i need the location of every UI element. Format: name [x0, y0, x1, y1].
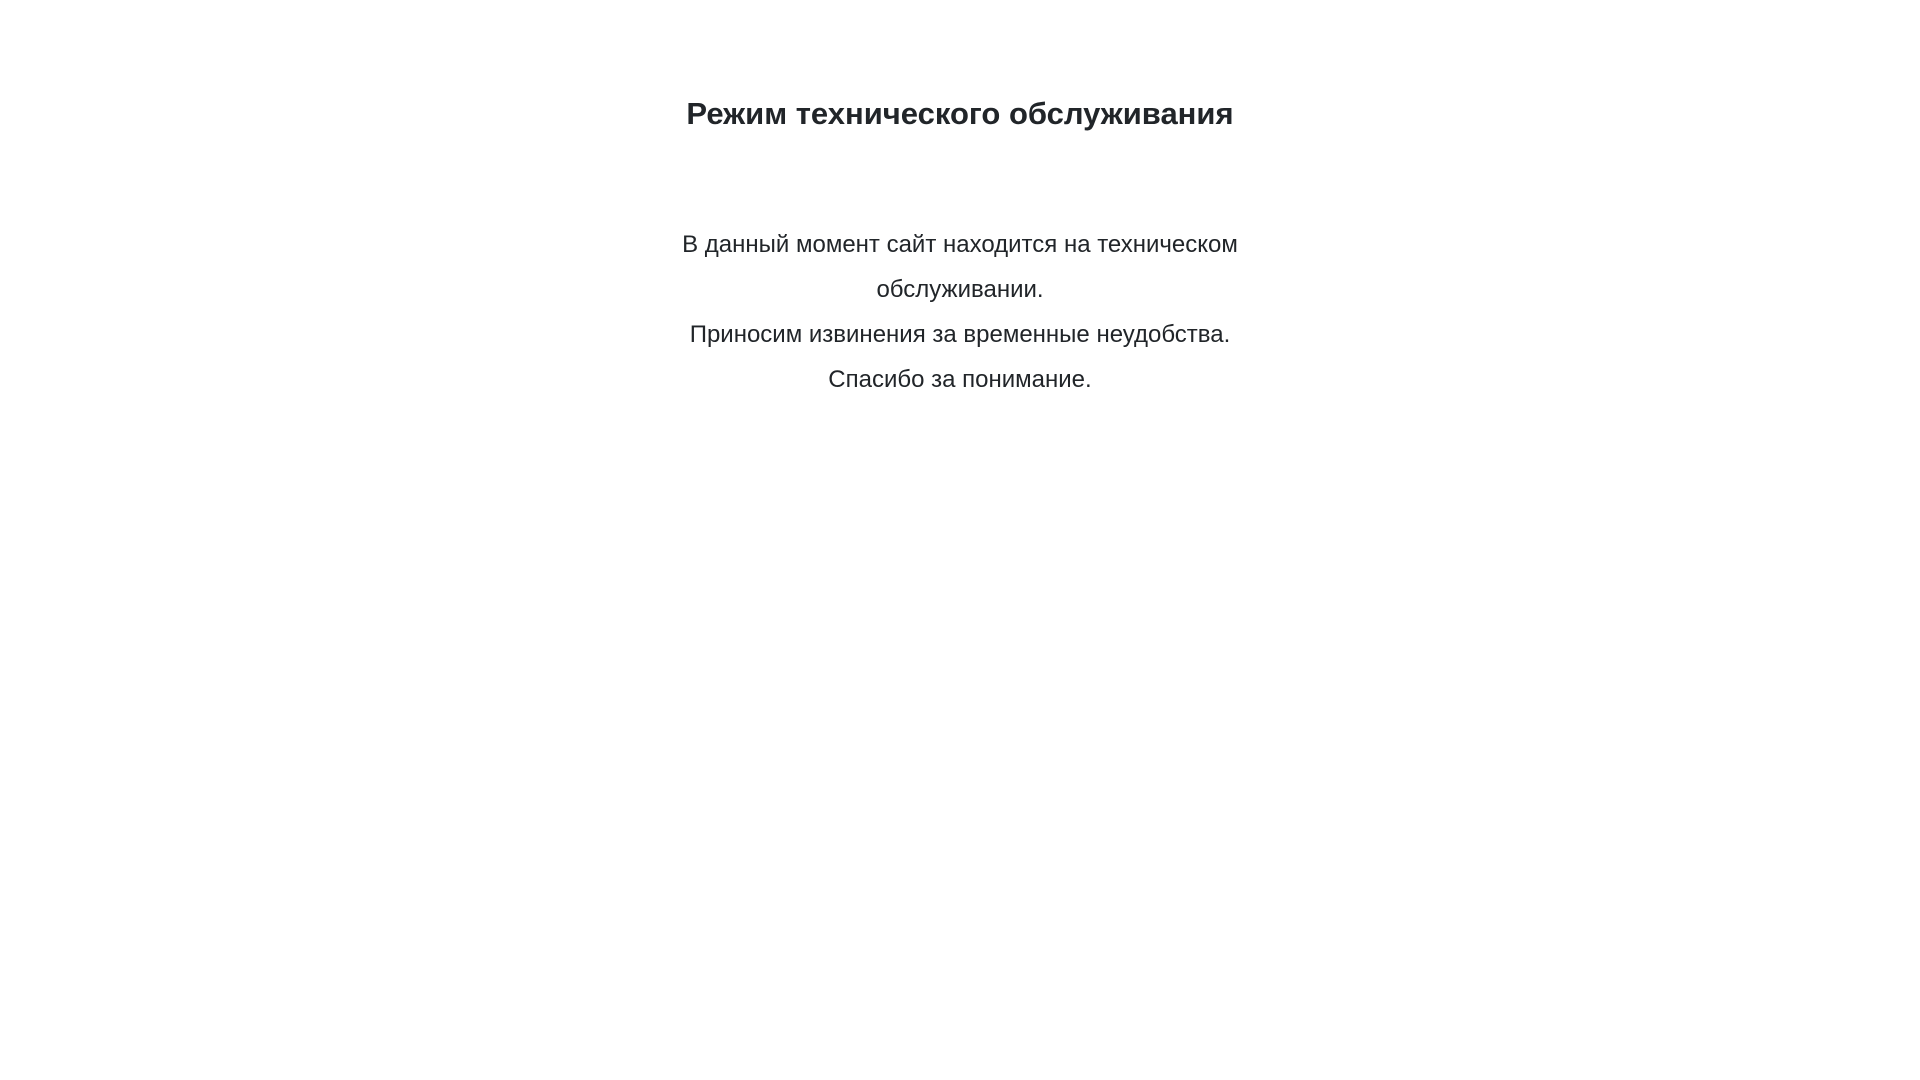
maintenance-message	[660, 222, 1260, 402]
message-line-apology: Приносим извинения за временные неудобства.	[689, 321, 1231, 348]
page-title: Режим технического обслуживания	[686, 96, 1234, 131]
message-line-status: В данный момент сайт находится на техническом обслуживании.	[682, 231, 1238, 303]
message-line-thanks: Спасибо за понимание.	[828, 366, 1092, 393]
